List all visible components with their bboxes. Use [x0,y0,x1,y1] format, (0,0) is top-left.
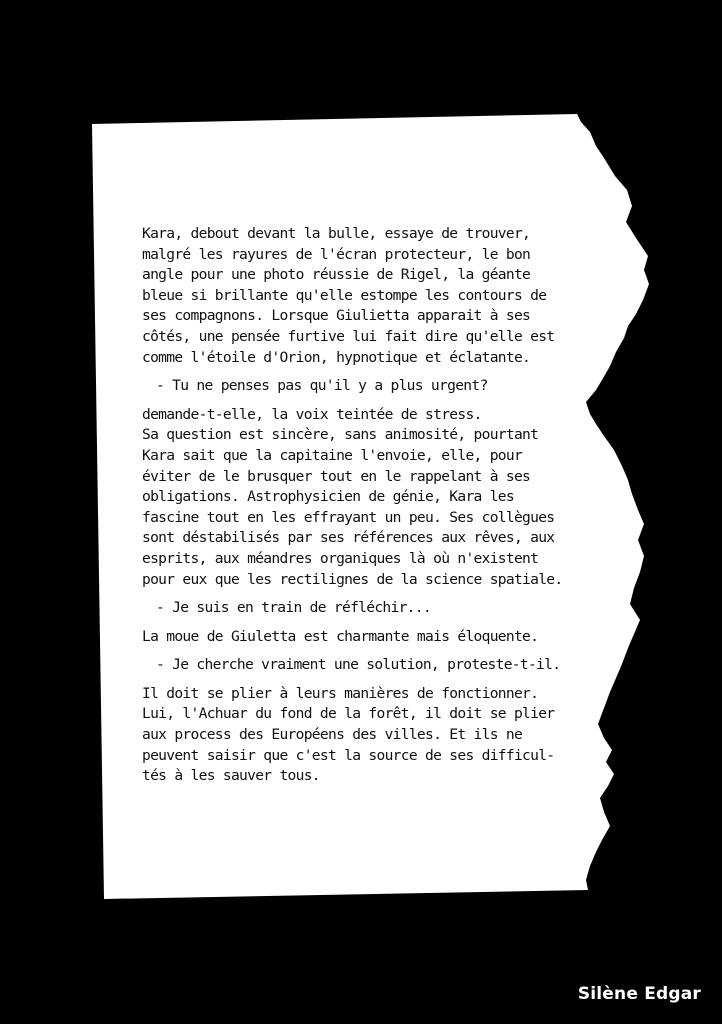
narration-paragraph [142,405,582,590]
text-line: Il doit se plier à leurs manières de fonctionner. [142,684,539,702]
text-line: Sa question est sincère, sans animosité, pourtant [142,426,539,444]
text-line: esprits, aux méandres organiques là où n'existent [142,549,539,567]
text-line: Kara sait que la capitaine l'envoie, elle, pour [142,446,523,464]
text-line: sont déstabilisés par ses références aux rêves, aux [142,529,555,547]
narration-paragraph [142,224,582,368]
text-line: - Je suis en train de réfléchir... [156,599,431,617]
text-line: La moue de Giuletta est charmante mais éloquente. [142,627,539,645]
author-signature: Silène Edgar [577,984,701,1004]
text-line: malgré les rayures de l'écran protecteur, le bon [142,245,531,263]
text-line: fascine tout en les effrayant un peu. Ses collègues [142,508,555,526]
text-line: éviter de le brusquer tout en le rappelant à ses [142,467,531,485]
page-text [142,224,582,787]
dialogue-paragraph [142,655,582,676]
text-line: demande-t-elle, la voix teintée de stress. [142,405,482,423]
text-line: obligations. Astrophysicien de génie, Kara les [142,488,514,506]
text-line: tés à les sauver tous. [142,767,320,785]
text-line: Lui, l'Achuar du fond de la forêt, il doit se plier [142,705,555,723]
text-line: ses compagnons. Lorsque Giulietta apparait à ses [142,307,531,325]
text-line: bleue si brillante qu'elle estompe les contours de [142,286,547,304]
text-line: - Je cherche vraiment une solution, proteste-t-il. [156,656,561,674]
dialogue-paragraph [142,376,582,397]
text-line: peuvent saisir que c'est la source de ses difficul- [142,746,555,764]
dialogue-paragraph [142,598,582,619]
narration-paragraph [142,684,582,787]
text-line: aux process des Européens des villes. Et ils ne [142,726,523,744]
text-line: côtés, une pensée furtive lui fait dire qu'elle est [142,327,555,345]
text-line: pour eux que les rectilignes de la science spatiale. [142,570,563,588]
text-line: angle pour une photo réussie de Rigel, la géante [142,266,531,284]
narration-paragraph [142,627,582,648]
text-line: - Tu ne penses pas qu'il y a plus urgent? [156,377,488,395]
text-line: Kara, debout devant la bulle, essaye de trouver, [142,225,531,242]
text-line: comme l'étoile d'Orion, hypnotique et éclatante. [142,348,531,366]
